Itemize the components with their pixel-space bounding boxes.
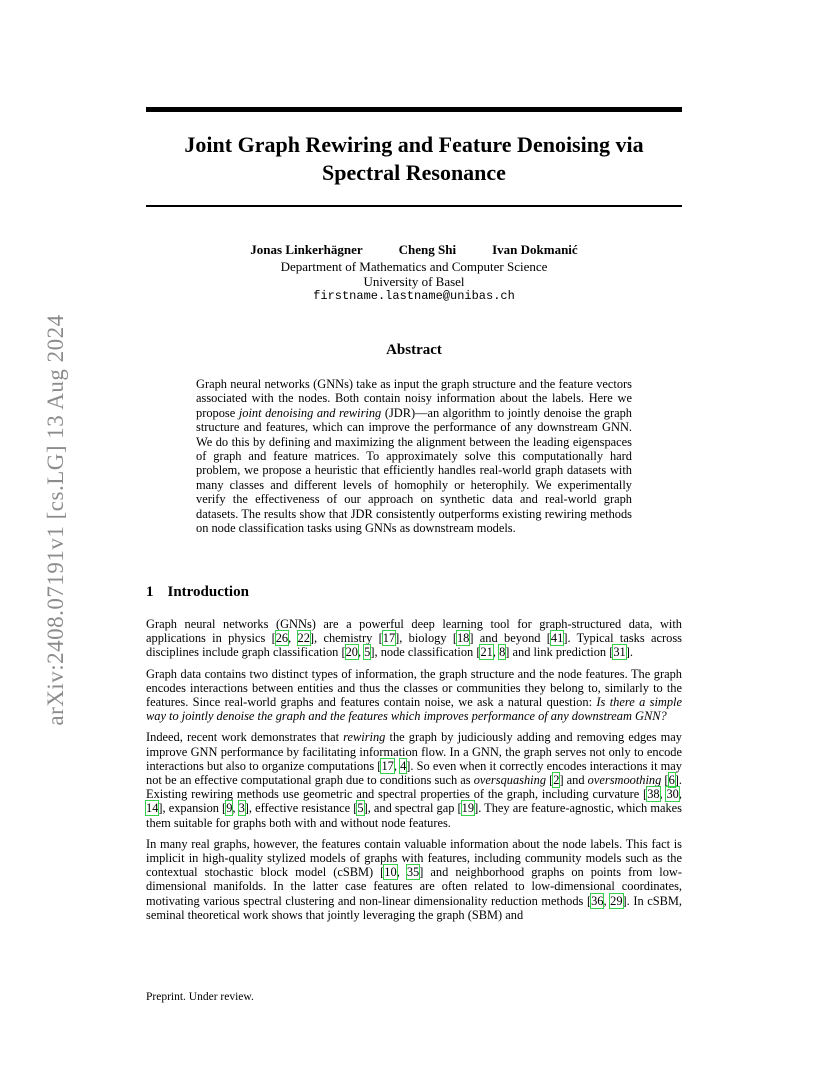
title-line-2: Spectral Resonance <box>322 160 506 185</box>
author-list <box>146 242 682 258</box>
title-rule-bottom <box>146 205 682 207</box>
section-heading <box>146 584 249 601</box>
citation-link[interactable]: 31 <box>613 645 626 660</box>
section-title: Introduction <box>167 584 249 600</box>
citation-link[interactable]: 18 <box>456 631 470 646</box>
citation-link[interactable]: 22 <box>297 631 310 646</box>
intro-body <box>146 617 682 922</box>
author-name: Jonas Linkerhägner <box>250 242 363 257</box>
abstract-body: Graph neural networks (GNNs) take as input the graph structure and the feature vectors associated with the nodes. Both contain noisy information about the labels. Here we propose joint denoising and rewiring (JDR)—an algorithm to jointly denoise the graph structure and features, which can improve the performance of any downstream GNN. We do this by defining and maximizing the alignment between the leading eigenspaces of graph and feature matrices. To approximately solve this computationally hard problem, we propose a heuristic that efficiently handles real-world graph datasets with many classes and different levels of homophily or heterophily. We experimentally verify the effectiveness of our approach on synthetic data and real-world graph datasets. The results show that JDR consistently outperforms existing rewiring methods on node classification tasks using GNNs as downstream models. <box>196 377 632 536</box>
citation-link[interactable]: 20 <box>345 645 358 660</box>
page-footer: Preprint. Under review. <box>146 991 254 1003</box>
paragraph: Indeed, recent work demonstrates that rewiring the graph by judiciously adding and removing edges may improve GNN performance by facilitating information flow. In a GNN, the graph serves not only to encode interactions but also to organize computations [17, 4]. So even when it correctly encodes interactions it may not be an effective computational graph due to conditions such as oversquashing [2] and oversmoothing [6]. Existing rewiring methods use geometric and spectral properties of the graph, including curvature [38, 30, 14], expansion [9, 3], effective resistance [5], and spectral gap [19]. They are feature-agnostic, which makes them suitable for graphs both with and without node features. <box>146 730 682 830</box>
citation-link[interactable]: 10 <box>384 865 397 880</box>
citation-link[interactable]: 19 <box>461 801 475 816</box>
citation-link[interactable]: 8 <box>499 645 506 660</box>
citation-link[interactable]: 3 <box>238 801 245 816</box>
emphasis: Is there a simple way to jointly denoise the graph and the features which improves performance of any downstream GNN? <box>146 695 682 724</box>
section-number: 1 <box>146 584 154 600</box>
citation-link[interactable]: 36 <box>591 893 604 908</box>
arxiv-stamp: arXiv:2408.07191v1 [cs.LG] 13 Aug 2024 <box>43 314 68 726</box>
citation-link[interactable]: 21 <box>480 645 493 660</box>
citation-link[interactable]: 17 <box>382 631 396 646</box>
citation-link[interactable]: 2 <box>553 773 560 788</box>
citation-link[interactable]: 9 <box>226 801 233 816</box>
paper-title <box>146 131 682 187</box>
citation-link[interactable]: 5 <box>364 645 371 660</box>
citation-link[interactable]: 35 <box>406 865 420 880</box>
paragraph: Graph neural networks (GNNs) are a powerful deep learning tool for graph-structured data, with applications in physics [26, 22], chemistry [17], biology [18] and beyond [41]. Typical tasks across disciplines include graph classification [20, 5], node classification [21, 8] and link prediction [31]. <box>146 617 682 660</box>
emphasis: rewiring <box>343 730 386 745</box>
emphasis: oversquashing <box>473 773 547 788</box>
citation-link[interactable]: 5 <box>357 801 364 816</box>
emphasis: joint denoising and rewiring <box>238 405 382 420</box>
title-line-1: Joint Graph Rewiring and Feature Denoising via <box>184 132 644 157</box>
citation-link[interactable]: 6 <box>668 773 675 788</box>
title-rule-top <box>146 107 682 112</box>
citation-link[interactable]: 38 <box>647 787 660 802</box>
citation-link[interactable]: 14 <box>146 801 159 816</box>
citation-link[interactable]: 30 <box>666 787 679 802</box>
paragraph: In many real graphs, however, the features contain valuable information about the node labels. This fact is implicit in high-quality stylized models of graphs with features, including community models such as the contextual stochastic block model (cSBM) [10, 35] and neighborhood graphs on points from low-dimensional manifolds. In the latter case features are often related to low-dimensional coordinates, motivating various spectral clustering and non-linear dimensionality reduction methods [36, 29]. In cSBM, seminal theoretical work shows that jointly leveraging the graph (SBM) and <box>146 836 682 922</box>
author-name: Cheng Shi <box>398 242 457 257</box>
department: Department of Mathematics and Computer Science <box>280 259 548 274</box>
paragraph: Graph data contains two distinct types of information, the graph structure and the node features. The graph encodes interactions between entities and thus the classes or communities they belong to, similarly to the features. Since real-world graphs and features contain noise, we ask a natural question: Is there a simple way to jointly denoise the graph and the features which improves performance of any downstream GNN? <box>146 666 682 724</box>
citation-link[interactable]: 29 <box>610 893 623 908</box>
citation-link[interactable]: 41 <box>550 631 564 646</box>
author-email: firstname.lastname@unibas.ch <box>313 289 515 303</box>
author-name: Ivan Dokmanić <box>492 242 578 257</box>
university: University of Basel <box>363 274 465 289</box>
affiliation <box>146 259 682 304</box>
abstract-heading: Abstract <box>386 342 442 358</box>
citation-link[interactable]: 17 <box>381 758 394 773</box>
citation-link[interactable]: 4 <box>400 758 407 773</box>
citation-link[interactable]: 26 <box>275 631 289 646</box>
emphasis: oversmoothing <box>587 773 662 788</box>
